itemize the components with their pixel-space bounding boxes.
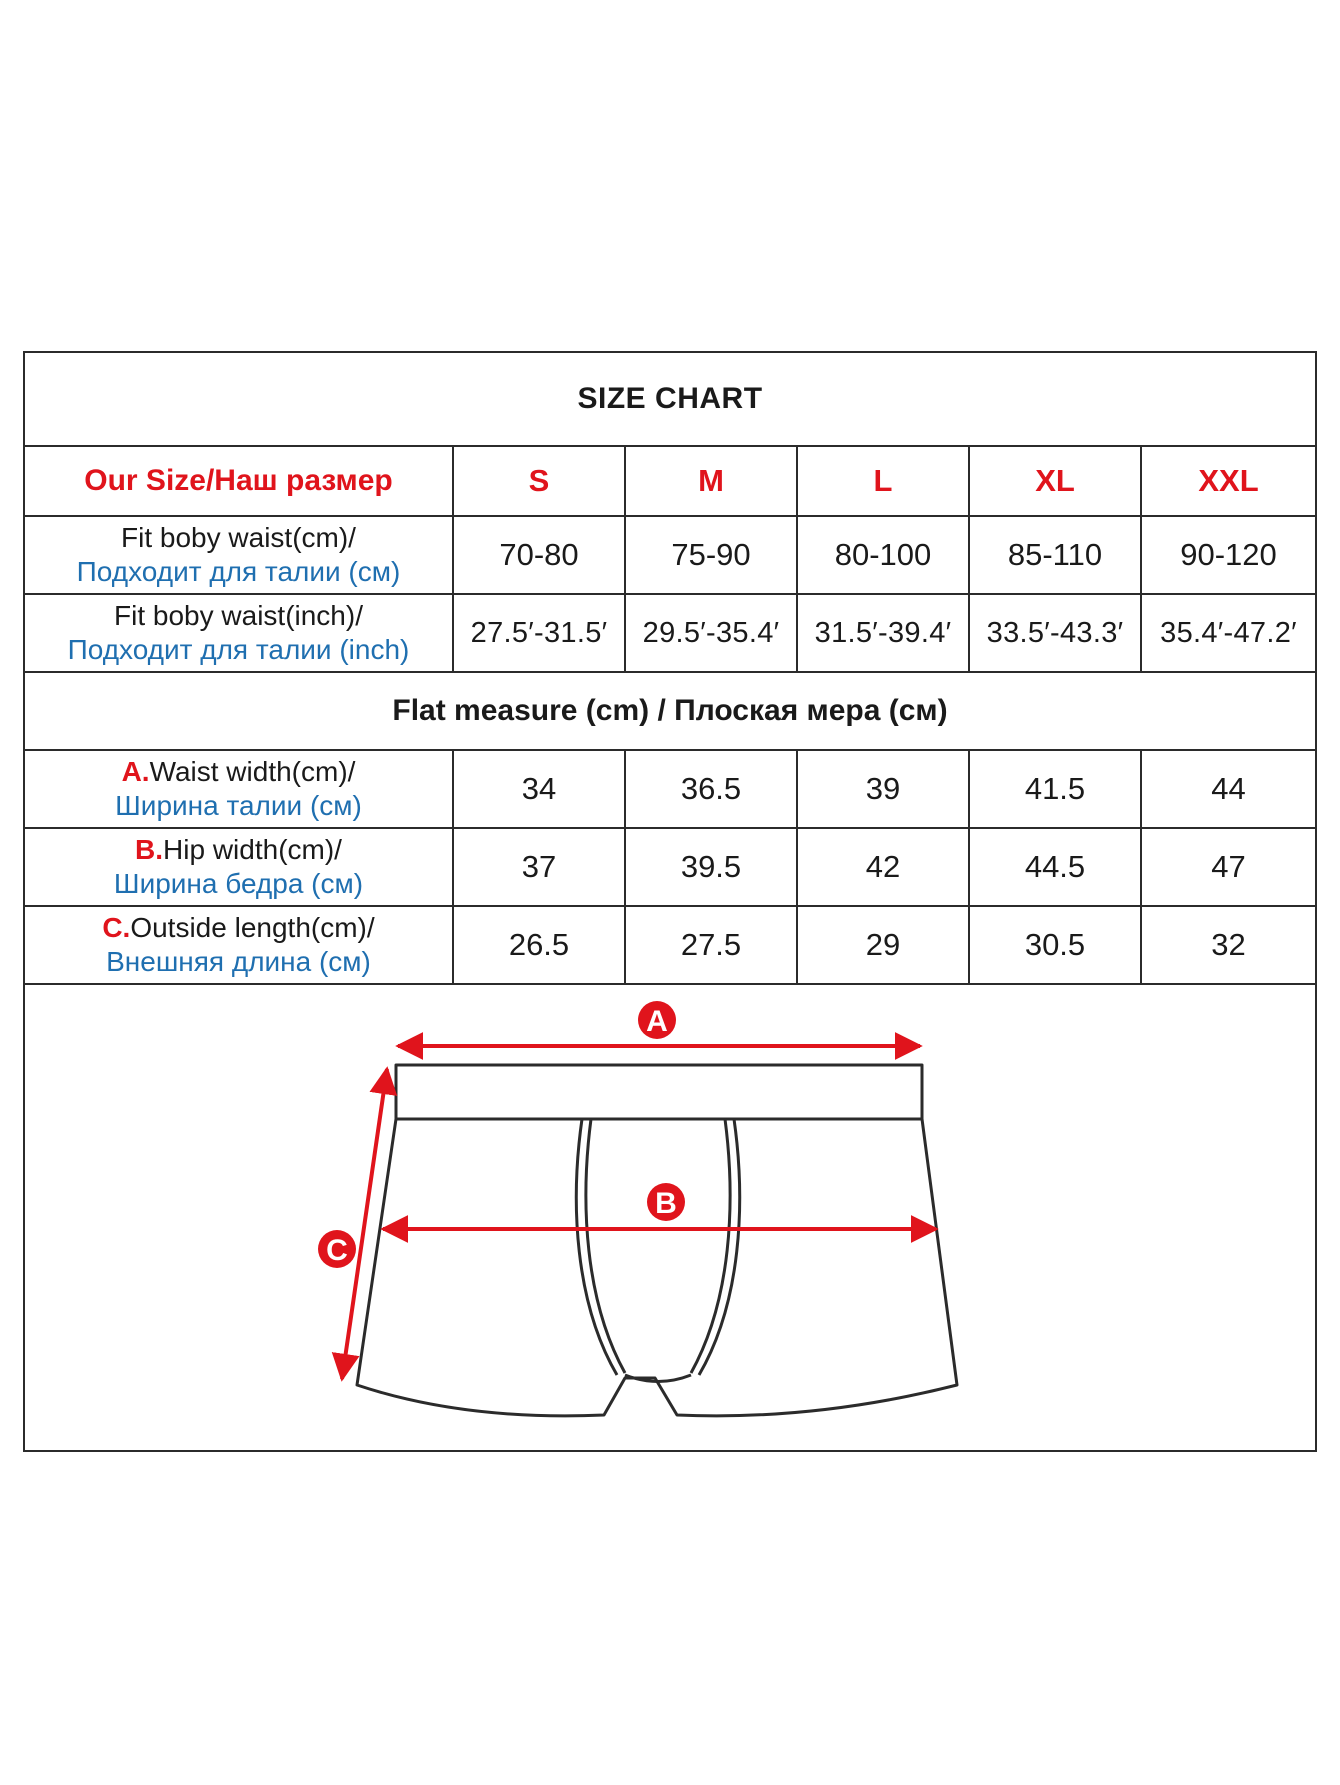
table-cell: 41.5 <box>969 750 1141 828</box>
row-letter: B. <box>135 834 164 865</box>
row-label-ru: Подходит для талии (inch) <box>67 634 410 665</box>
table-cell: 30.5 <box>969 906 1141 984</box>
table-cell: 31.5′-39.4′ <box>797 594 969 672</box>
row-label-ru: Внешняя длина (см) <box>106 946 371 977</box>
row-label-ru: Ширина бедра (см) <box>113 868 364 899</box>
table-cell: 80-100 <box>797 516 969 594</box>
table-cell: 39.5 <box>625 828 797 906</box>
size-xl-header: XL <box>969 446 1141 516</box>
row-label <box>25 906 453 984</box>
row-label-en: Hip width(cm)/ <box>163 834 342 865</box>
boxer-measurement-diagram <box>25 983 1315 1450</box>
table-cell: 39 <box>797 750 969 828</box>
table-cell: 34 <box>453 750 625 828</box>
table-cell: 85-110 <box>969 516 1141 594</box>
hip-width-row <box>25 828 1315 906</box>
table-cell: 37 <box>453 828 625 906</box>
table-cell: 44.5 <box>969 828 1141 906</box>
row-label-en: Fit boby waist(cm)/ <box>121 522 356 553</box>
marker-c-label: C <box>326 1234 348 1267</box>
table-cell: 32 <box>1141 906 1315 984</box>
table-cell: 70-80 <box>453 516 625 594</box>
size-s-header: S <box>453 446 625 516</box>
marker-c <box>318 1230 356 1268</box>
table-cell: 75-90 <box>625 516 797 594</box>
marker-a <box>638 1001 676 1039</box>
pouch-seam-left-outer <box>576 1119 617 1375</box>
size-chart-table <box>25 353 1315 985</box>
table-cell: 33.5′-43.3′ <box>969 594 1141 672</box>
row-label <box>25 594 453 672</box>
table-cell: 47 <box>1141 828 1315 906</box>
pouch-seam-right-inner <box>691 1119 730 1373</box>
pouch-bottom <box>625 1375 691 1382</box>
boxer-outline <box>357 1065 957 1416</box>
waist-width-row <box>25 750 1315 828</box>
table-cell: 26.5 <box>453 906 625 984</box>
size-chart-sheet <box>23 351 1317 1452</box>
chart-title: SIZE CHART <box>25 353 1315 446</box>
flat-measure-row <box>25 672 1315 750</box>
row-letter: A. <box>121 756 150 787</box>
row-label <box>25 828 453 906</box>
marker-b <box>647 1183 685 1221</box>
size-header-row <box>25 446 1315 516</box>
outside-length-row <box>25 906 1315 984</box>
table-cell: 27.5 <box>625 906 797 984</box>
size-xxl-header: XXL <box>1141 446 1315 516</box>
fit-waist-cm-row <box>25 516 1315 594</box>
marker-b-label: B <box>655 1187 677 1220</box>
row-label <box>25 750 453 828</box>
table-cell: 29.5′-35.4′ <box>625 594 797 672</box>
pouch-seam-right-outer <box>699 1119 740 1375</box>
row-label-ru: Подходит для талии (см) <box>76 556 401 587</box>
size-m-header: M <box>625 446 797 516</box>
table-cell: 29 <box>797 906 969 984</box>
row-letter: C. <box>102 912 131 943</box>
table-cell: 27.5′-31.5′ <box>453 594 625 672</box>
our-size-label: Our Size/Наш размер <box>25 446 453 516</box>
table-cell: 44 <box>1141 750 1315 828</box>
leg-outline <box>357 1119 957 1416</box>
size-l-header: L <box>797 446 969 516</box>
table-cell: 42 <box>797 828 969 906</box>
table-cell: 90-120 <box>1141 516 1315 594</box>
row-label <box>25 516 453 594</box>
table-cell: 35.4′-47.2′ <box>1141 594 1315 672</box>
row-label-en: Outside length(cm)/ <box>130 912 375 943</box>
row-label-en: Waist width(cm)/ <box>149 756 356 787</box>
fit-waist-inch-row <box>25 594 1315 672</box>
row-label-ru: Ширина талии (см) <box>115 790 362 821</box>
marker-a-label: A <box>646 1005 668 1038</box>
row-label-en: Fit boby waist(inch)/ <box>114 600 363 631</box>
table-cell: 36.5 <box>625 750 797 828</box>
pouch-seam-left-inner <box>586 1119 625 1373</box>
flat-measure-heading: Flat measure (cm) / Плоская мера (см) <box>25 672 1315 750</box>
waistband-outline <box>396 1065 922 1119</box>
